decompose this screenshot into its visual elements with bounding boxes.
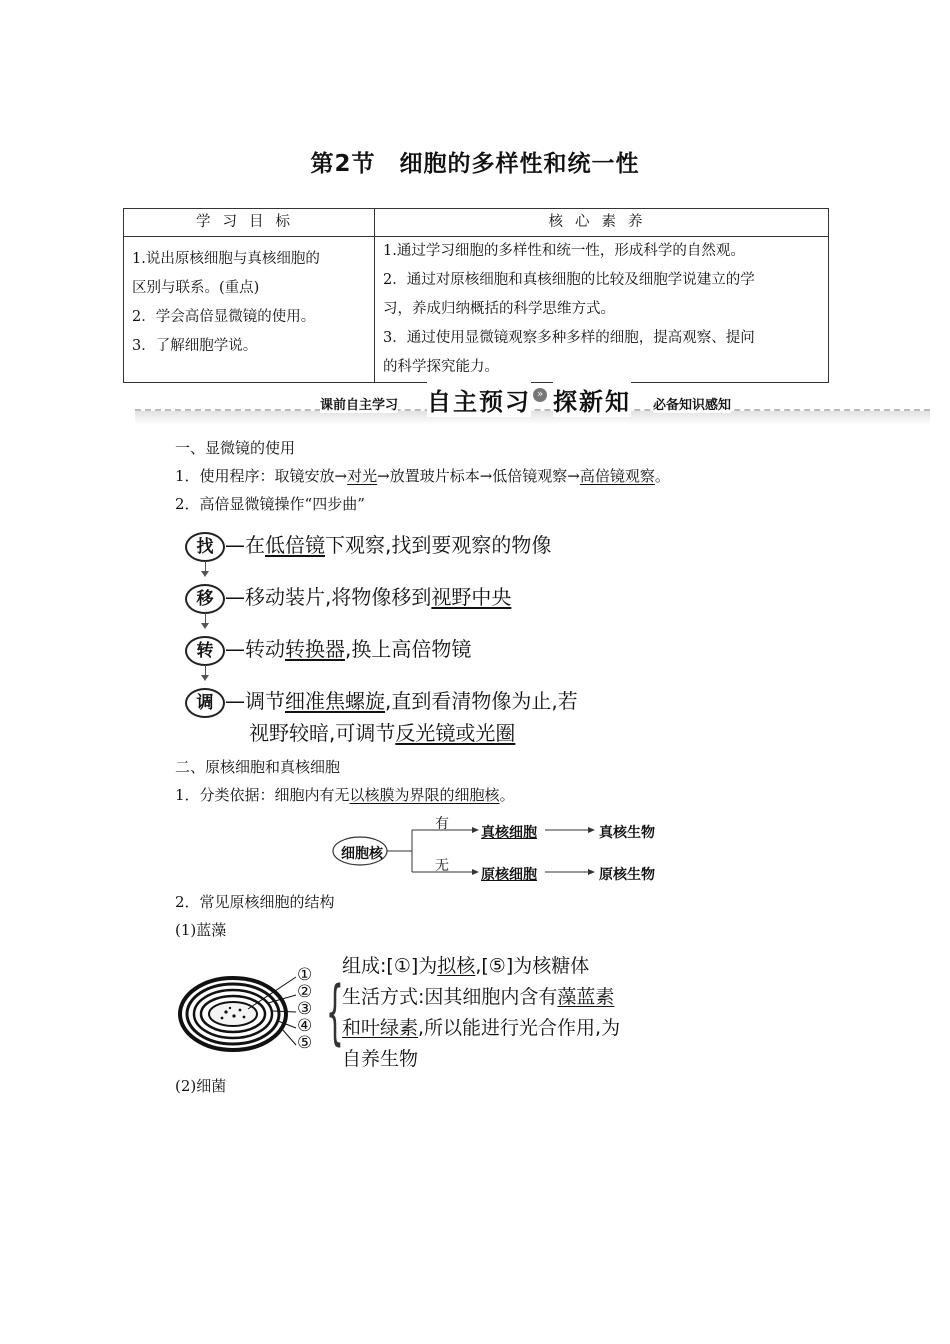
banner-main-1: 自主预习	[427, 382, 531, 417]
step-adjust-badge: 调	[185, 688, 225, 718]
section1-heading: 一、显微镜的使用	[175, 439, 296, 457]
page-title: 第2节 细胞的多样性和统一性	[310, 151, 640, 177]
learning-goals-cell	[124, 237, 375, 383]
arrow-down-icon	[205, 665, 206, 679]
goal-line: 2．学会高倍显微镜的使用。	[132, 309, 316, 325]
step-find: 找 —在低倍镜下观察,找到要观察的物像	[185, 529, 551, 562]
step-find-badge: 找	[185, 532, 225, 562]
section2-item2: 2．常见原核细胞的结构	[175, 893, 335, 911]
brace-icon: {	[326, 971, 344, 1053]
pigment-line: 和叶绿素,所以能进行光合作用,为	[342, 1017, 621, 1039]
no-label: 无	[435, 858, 449, 874]
lifestyle-line: 生活方式:因其细胞内含有藻蓝素	[342, 986, 615, 1008]
section1-item2: 2．高倍显微镜操作“四步曲”	[175, 495, 365, 513]
step-turn: 转 —转动转换器,换上高倍物镜	[185, 633, 471, 666]
step-adjust-continued: 视野较暗,可调节反光镜或光圈	[249, 721, 516, 745]
banner-right-label: 必备知识感知	[653, 394, 731, 413]
arrow-down-icon	[205, 613, 206, 627]
has-label: 有	[435, 816, 449, 832]
label-1: ①	[297, 965, 313, 985]
cyano-description	[342, 951, 620, 1075]
chevron-right-icon: »	[533, 388, 547, 402]
prokaryotic-cell-label: 原核细胞	[481, 867, 537, 883]
label-3: ③	[297, 999, 313, 1019]
literacy-line: 习，养成归纳概括的科学思维方式。	[383, 301, 615, 317]
section-banner	[135, 380, 930, 428]
core-literacy-cell	[375, 237, 829, 383]
banner-main-2: 探新知	[553, 382, 631, 417]
section2-sub1: (1)蓝藻	[175, 921, 227, 939]
goal-line: 1.说出原核细胞与真核细胞的	[132, 251, 320, 267]
section2-sub2: (2)细菌	[175, 1077, 227, 1095]
section1-item1: 1．使用程序：取镜安放→对光→放置玻片标本→低倍镜观察→高倍镜观察。	[175, 467, 670, 485]
arrow-down-icon	[205, 561, 206, 575]
literacy-line: 1.通过学习细胞的多样性和统一性，形成科学的自然观。	[383, 243, 745, 259]
step-move-badge: 移	[185, 584, 225, 614]
autotroph-line: 自养生物	[342, 1048, 419, 1070]
eukaryotic-cell-label: 真核细胞	[481, 825, 537, 841]
literacy-line: 3．通过使用显微镜观察多种多样的细胞，提高观察、提问	[383, 330, 755, 346]
step-adjust: 调 —调节细准焦螺旋,直到看清物像为止,若	[185, 685, 578, 718]
step-turn-badge: 转	[185, 636, 225, 666]
eukaryote-label: 真核生物	[599, 825, 655, 841]
goal-line: 区别与联系。(重点)	[132, 280, 260, 296]
label-2: ②	[297, 982, 313, 1002]
cyanobacteria-diagram	[178, 965, 338, 1060]
header-learning-goals: 学习目标	[124, 209, 375, 237]
section2-heading: 二、原核细胞和真核细胞	[175, 758, 341, 776]
section2-item1: 1．分类依据：细胞内有无以核膜为界限的细胞核。	[175, 786, 515, 804]
goal-line: 3．了解细胞学说。	[132, 338, 258, 354]
literacy-line: 的科学探究能力。	[383, 359, 499, 375]
prokaryote-label: 原核生物	[599, 867, 655, 883]
nucleus-label: 细胞核	[341, 846, 383, 862]
literacy-line: 2．通过对原核细胞和真核细胞的比较及细胞学说建立的学	[383, 272, 755, 288]
label-4: ④	[297, 1016, 313, 1036]
label-5: ⑤	[297, 1033, 313, 1053]
goals-table	[123, 208, 829, 383]
banner-left-label: 课前自主学习	[320, 394, 398, 413]
composition-line: 组成:[①]为拟核,[⑤]为核糖体	[342, 955, 590, 977]
structure-labels	[297, 967, 312, 1052]
header-core-literacy: 核心素养	[375, 209, 829, 237]
step-move: 移 —移动装片,将物像移到视野中央	[185, 581, 511, 614]
